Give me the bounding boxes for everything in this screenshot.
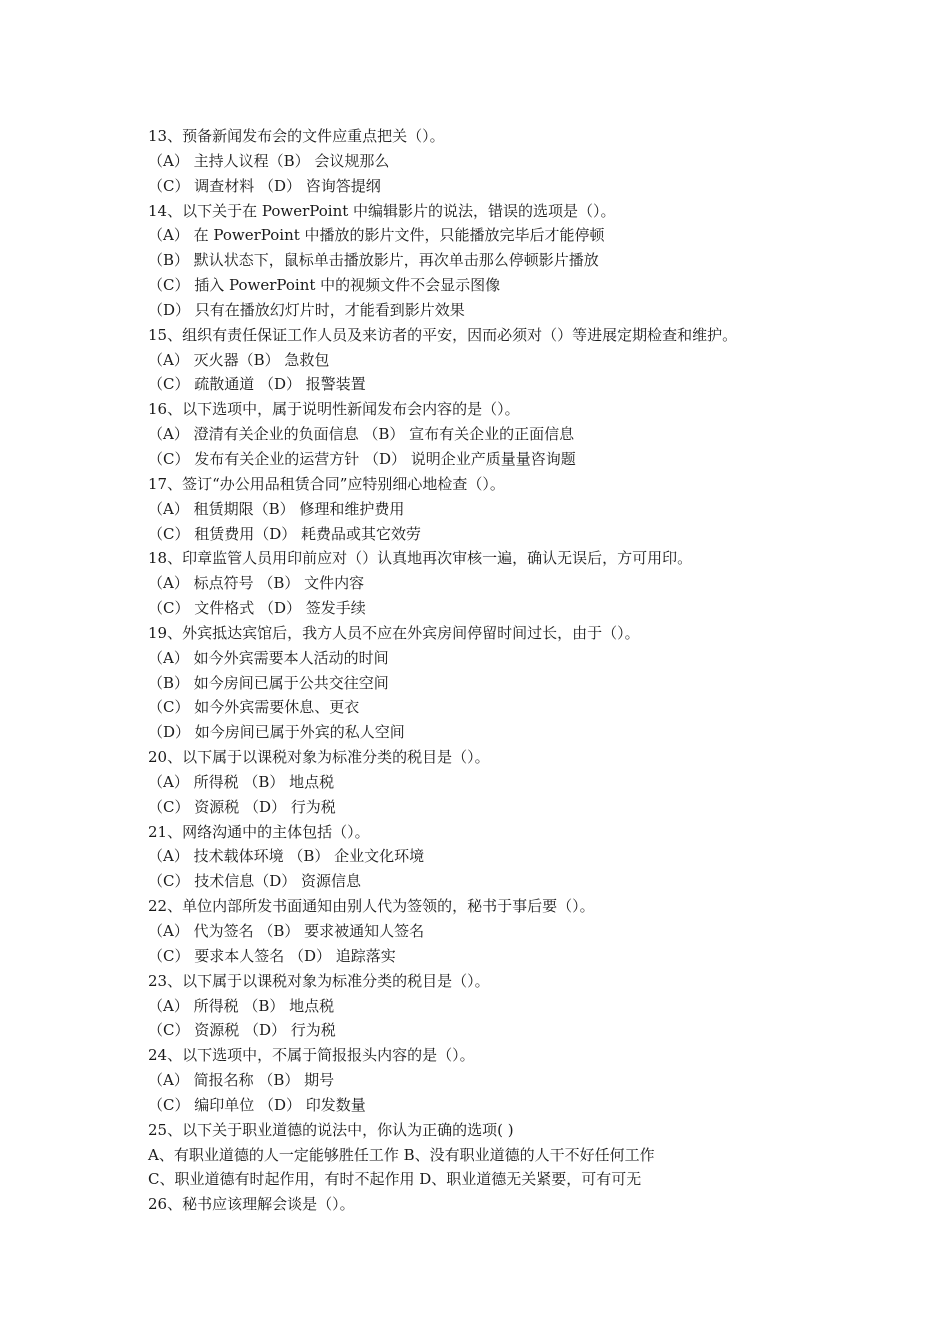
- answer-option-line: （A） 主持人议程（B） 会议规那么: [148, 151, 390, 170]
- answer-option-line: （A） 所得税 （B） 地点税: [148, 772, 335, 791]
- answer-option-line: （A） 灭火器（B） 急救包: [148, 350, 330, 369]
- question-text: 13、预备新闻发布会的文件应重点把关（）。: [148, 127, 445, 145]
- answer-option-line: （A） 租赁期限（B） 修理和维护费用: [148, 499, 405, 518]
- answer-option-line: （A） 如今外宾需要本人活动的时间: [148, 648, 389, 667]
- answer-option-line: （C） 发布有关企业的运营方针 （D） 说明企业产质量量咨询题: [148, 449, 576, 468]
- question-text: 23、以下属于以课税对象为标准分类的税目是（）。: [148, 971, 490, 990]
- question-text: 22、单位内部所发书面通知由别人代为签领的，秘书于事后要（）。: [148, 897, 595, 916]
- answer-option-line: （C） 要求本人签名 （D） 追踪落实: [148, 946, 396, 965]
- answer-option-line: （D） 如今房间已属于外宾的私人空间: [148, 723, 405, 742]
- answer-option-line: （C） 技术信息（D） 资源信息: [148, 872, 362, 891]
- answer-option-line: （D） 只有在播放幻灯片时，才能看到影片效果: [148, 300, 465, 319]
- answer-option-line: （C） 文件格式 （D） 签发手续: [148, 599, 366, 618]
- answer-option-line: （C） 资源税 （D） 行为税: [148, 1021, 336, 1040]
- document-body: [148, 124, 828, 1217]
- question-text: 16、以下选项中，属于说明性新闻发布会内容的是（）。: [148, 400, 520, 419]
- question-text: 20、以下属于以课税对象为标准分类的税目是（）。: [148, 748, 490, 767]
- answer-option-line: A、有职业道德的人一定能够胜任工作 B、没有职业道德的人干不好任何工作: [148, 1145, 655, 1164]
- question-text: 24、以下选项中，不属于简报报头内容的是（）。: [148, 1046, 475, 1065]
- question-text: 21、网络沟通中的主体包括（）。: [148, 822, 370, 841]
- answer-option-line: （C） 租赁费用（D） 耗费品或其它效劳: [148, 524, 422, 543]
- answer-option-line: （A） 标点符号 （B） 文件内容: [148, 574, 365, 593]
- answer-option-line: （B） 默认状态下，鼠标单击播放影片，再次单击那么停顿影片播放: [148, 251, 599, 270]
- answer-option-line: （A） 在 PowerPoint 中播放的影片文件，只能播放完毕后才能停顿: [148, 226, 605, 245]
- question-text: 18、印章监管人员用印前应对（）认真地再次审核一遍，确认无误后，方可用印。: [148, 549, 693, 568]
- answer-option-line: （C） 资源税 （D） 行为税: [148, 797, 336, 816]
- question-text: 15、组织有责任保证工作人员及来访者的平安，因而必须对（）等进展定期检查和维护。: [148, 325, 738, 344]
- answer-option-line: （C） 插入 PowerPoint 中的视频文件不会显示图像: [148, 276, 501, 295]
- question-text: 19、外宾抵达宾馆后，我方人员不应在外宾房间停留时间过长，由于（）。: [148, 623, 640, 642]
- answer-option-line: （C） 编印单位 （D） 印发数量: [148, 1095, 366, 1114]
- question-text: 17、签订“办公用品租赁合同”应特别细心地检查（）。: [148, 474, 505, 493]
- answer-option-line: （C） 调查材料 （D） 咨询答提纲: [148, 176, 381, 195]
- answer-option-line: （A） 技术载体环境 （B） 企业文化环境: [148, 847, 425, 866]
- answer-option-line: （C） 疏散通道 （D） 报警装置: [148, 375, 366, 394]
- question-text: 26、秘书应该理解会谈是（）。: [148, 1195, 355, 1214]
- answer-option-line: （B） 如今房间已属于公共交往空间: [148, 673, 389, 692]
- answer-option-line: C、职业道德有时起作用，有时不起作用 D、职业道德无关紧要，可有可无: [148, 1170, 642, 1189]
- answer-option-line: （A） 代为签名 （B） 要求被通知人签名: [148, 922, 425, 940]
- answer-option-line: （A） 简报名称 （B） 期号: [148, 1071, 335, 1090]
- answer-option-line: （A） 澄清有关企业的负面信息 （B） 宣布有关企业的正面信息: [148, 425, 575, 444]
- answer-option-line: （C） 如今外宾需要休息、更衣: [148, 698, 360, 717]
- answer-option-line: （A） 所得税 （B） 地点税: [148, 996, 335, 1015]
- question-text: 14、以下关于在 PowerPoint 中编辑影片的说法，错误的选项是（）。: [148, 201, 616, 220]
- question-text: 25、以下关于职业道德的说法中，你认为正确的选项( ): [148, 1120, 514, 1139]
